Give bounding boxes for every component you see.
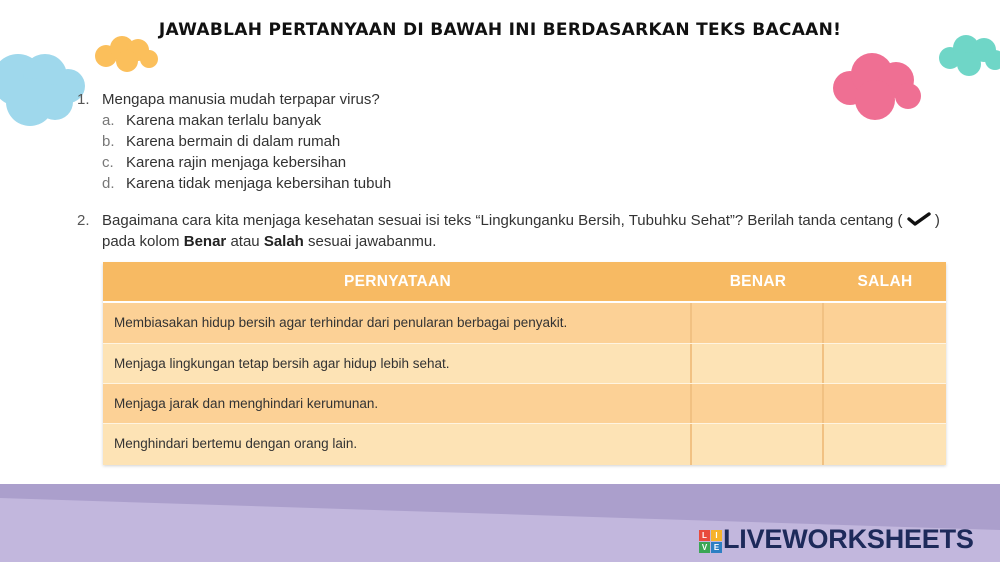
atau-word: atau xyxy=(230,233,260,250)
logo-badge-letter: E xyxy=(711,542,722,553)
orange-cloud-icon xyxy=(92,34,162,74)
table-row xyxy=(103,423,946,465)
question-text-line2 xyxy=(102,233,436,250)
salah-word: Salah xyxy=(263,233,304,250)
brand-name: LIVEWORKSHEETS xyxy=(723,524,974,554)
option-letter: b. xyxy=(102,133,115,150)
page-title: JAWABLAH PERTANYAAN DI BAWAH INI BERDASARKAN TEKS BACAAN! xyxy=(158,20,842,40)
statement-cell: Menjaga lingkungan tetap bersih agar hidup lebih sehat. xyxy=(103,344,692,384)
header-statement: PERNYATAAN xyxy=(344,273,451,290)
logo-badge-letter: L xyxy=(699,530,710,541)
question-text: Mengapa manusia mudah terpapar virus? xyxy=(102,91,380,108)
salah-drop-cell[interactable] xyxy=(824,384,946,424)
logo-badge-letter: I xyxy=(711,530,722,541)
option-b[interactable]: Karena bermain di dalam rumah xyxy=(126,133,341,150)
option-c[interactable]: Karena rajin menjaga kebersihan xyxy=(126,154,347,171)
salah-drop-cell[interactable] xyxy=(824,344,946,384)
option-letter: a. xyxy=(102,112,115,129)
salah-drop-cell[interactable] xyxy=(824,303,946,343)
table-row xyxy=(103,303,946,343)
question-text-part1: Bagaimana cara kita menjaga kesehatan sesuai isi teks “Lingkunganku Bersih, Tubuhku Sehat”? Berilah tanda centang ( xyxy=(102,212,903,229)
question-text-part2: ) xyxy=(934,212,940,229)
benar-drop-cell[interactable] xyxy=(692,384,824,424)
statement-cell: Membiasakan hidup bersih agar terhindar dari penularan berbagai penyakit. xyxy=(103,303,692,343)
question-number: 2. xyxy=(77,212,90,229)
option-d[interactable]: Karena tidak menjaga kebersihan tubuh xyxy=(126,175,392,192)
benar-drop-cell[interactable] xyxy=(692,303,824,343)
option-letter: d. xyxy=(102,175,115,192)
statement-cell: Menghindari bertemu dengan orang lain. xyxy=(103,424,692,465)
question-number: 1. xyxy=(77,91,90,108)
benar-word: Benar xyxy=(183,233,227,250)
table-row xyxy=(103,343,946,384)
logo-badge-letter: V xyxy=(699,542,710,553)
benar-drop-cell[interactable] xyxy=(692,424,824,465)
salah-drop-cell[interactable] xyxy=(824,424,946,465)
option-letter: c. xyxy=(102,154,114,171)
statement-table xyxy=(103,262,946,464)
line2-suffix: sesuai jawabanmu. xyxy=(308,233,437,250)
benar-drop-cell[interactable] xyxy=(692,344,824,384)
header-true: BENAR xyxy=(729,273,787,290)
table-header xyxy=(103,262,946,303)
question-text xyxy=(102,212,940,229)
pink-cloud-icon xyxy=(830,50,925,125)
option-a[interactable]: Karena makan terlalu banyak xyxy=(126,112,322,129)
table-row xyxy=(103,383,946,424)
checkmark-icon xyxy=(907,212,931,226)
header-false: SALAH xyxy=(857,273,913,290)
statement-cell: Menjaga jarak dan menghindari kerumunan. xyxy=(103,384,692,424)
line2-prefix: pada kolom xyxy=(102,233,180,250)
